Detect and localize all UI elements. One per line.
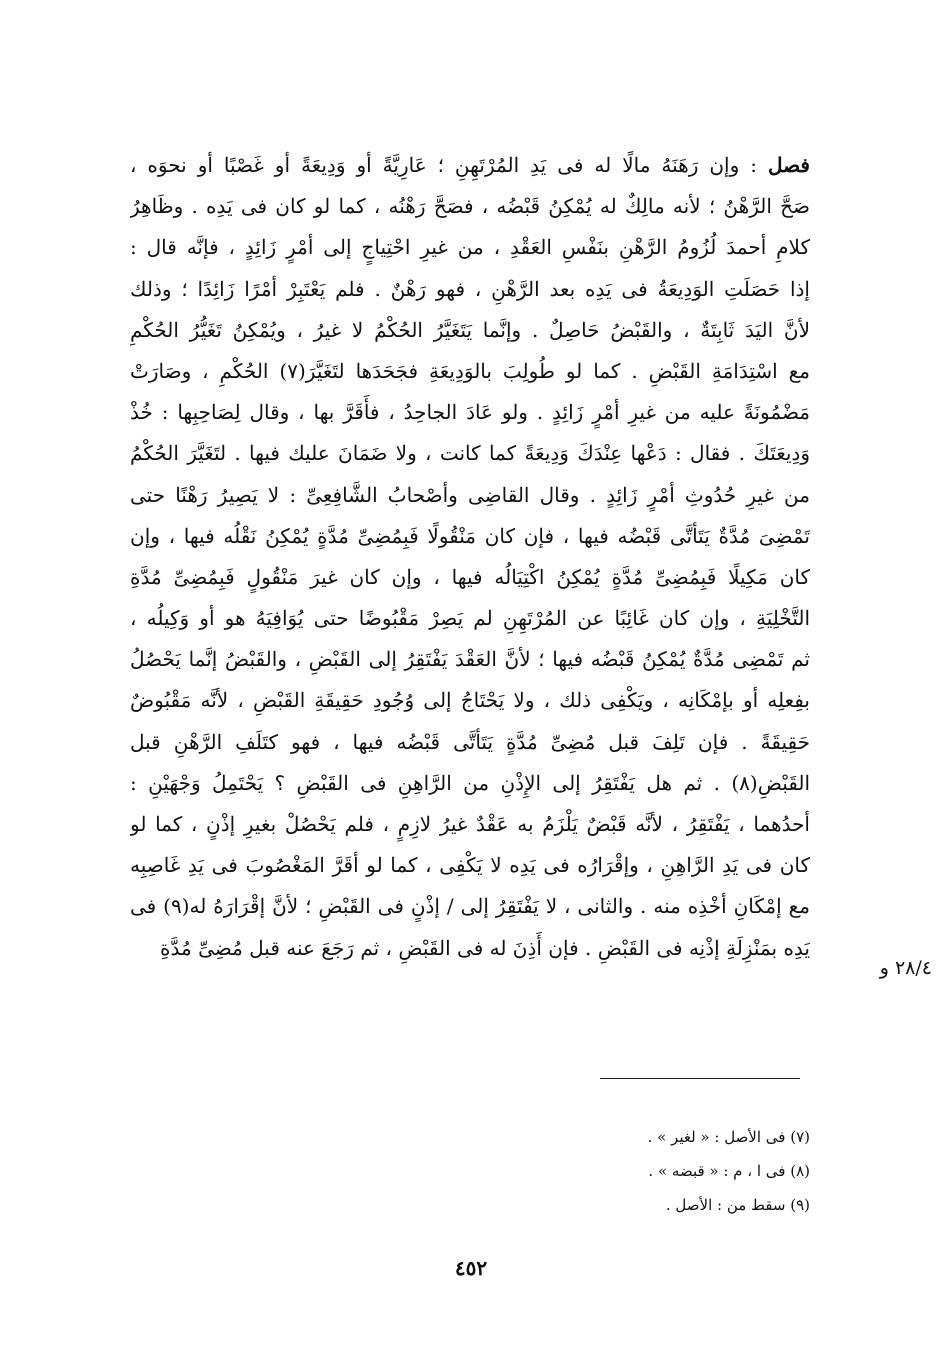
footnotes	[560, 1120, 810, 1222]
text-line: مَضْمُونَةً عليه من غيرِ أمْرٍ زَائِدٍ . ولو عَادَ الجاحِدُ ، فأَقَرَّ بها ، وقال لِصَاحِبِها : خُذْ	[130, 400, 810, 425]
text-line: كلامِ أحمدَ لُزُومُ الرَّهْنِ بنَفْسِ العَقْدِ ، من غيرِ احْتِياجٍ إلى أمْرٍ زَائِدٍ ، فإنَّه قال :	[130, 235, 810, 260]
section-heading: فصل	[767, 153, 810, 177]
text-line: لأنَّ اليَدَ ثَابِتَةٌ ، والقَبْضُ حَاصِلٌ . وإنَّما يَتَغَيَّرُ الحُكْمُ لا غيرُ ، ويُمْكِنُ تَغَيُّرُ الحُكْمِ	[130, 317, 810, 342]
text-line: يَدِه بمَنْزِلَةِ إذْنِه فى القَبْضِ . فإن أَذِنَ له فى القَبْضِ ، ثم رَجَعَ عنه قبل مُضِىِّ مُدَّةِ	[160, 935, 810, 960]
margin-folio-note: ٢٨/٤ و	[879, 957, 932, 979]
text-line: من غيرِ حُدُوثِ أمْرٍ زَائِدٍ . وقال القاضِى وأصْحابُ الشَّافِعِىِّ : لا يَصِيرُ رَهْنًا حتى	[130, 482, 810, 507]
body-text	[130, 145, 810, 969]
text-line: التَّخْلِيَةِ ، وإن كان غَائِبًا عن المُرْتَهِنِ لم يَصِرْ مَقْبُوضًا حتى يُوَافِيَهُ هو أو وَكِيلُه ،	[130, 606, 810, 631]
text-line: مع إمْكَانِ أخْذِه منه . والثانى ، لا يَفْتَقِرُ إلى / إذْنٍ فى القَبْضِ ؛ لأنَّ إقْرَارَهُ له(٩) فى	[130, 894, 810, 919]
text-line: كان فى يَدِ الرَّاهِنِ ، وإقْرَارُه فى يَدِه لا يَكْفِى ، كما لو أقَرَّ المَغْصُوبَ فى يَدِ غَاصِبِه	[130, 853, 810, 878]
text-line: القَبْضِ(٨) . ثم هل يَفْتَقِرُ إلى الإِذْنِ من الرَّاهِنِ فى القَبْضِ ؟ يَحْتَمِلُ وَجْهَيْنِ :	[130, 770, 810, 795]
footnote: (٨) فى ا ، م : « قبضه » .	[648, 1162, 810, 1180]
text-line: كان مَكِيلًا فَبِمُضِىِّ مُدَّةٍ يُمْكِنُ اكْتِيَالُه فيها ، وإن كان غيرَ مَنْقُولٍ فَبِمُضِىِّ مُدَّةِ	[130, 564, 810, 589]
text-line	[130, 145, 810, 186]
text-line: بفِعلِه أو بإمْكَانِه ، ويَكْفِى ذلك ، ولا يَحْتَاجُ إلى وُجُودِ حَقِيقَةِ القَبْضِ ، لأنَّه مَقْبُوضٌ	[130, 688, 810, 713]
text-line: وَدِيعَتَكَ . فقال : دَعْها عِنْدَكَ وَدِيعَةً كما كانت ، ولا ضَمَانَ عليك فيها . لتَغَيَّرَ الحُكْمُ	[130, 441, 810, 466]
footnote: (٧) فى الأصل : « لغير » .	[647, 1128, 810, 1146]
footnote-divider	[600, 1078, 800, 1079]
footnote: (٩) سقط من : الأصل .	[665, 1196, 810, 1214]
page-number: ٤٥٢	[454, 1256, 488, 1280]
text-line: حَقِيقَةً . فإن تَلِفَ قبل مُضِىِّ مُدَّةٍ يَتَأتَّى قَبْضُه فيها ، فهو كتَلَفِ الرَّهْنِ قبل	[130, 729, 810, 754]
text-line: تَمْضِىَ مُدَّةٌ يَتَأتَّى قَبْضُه فيها ، فإن كان مَنْقُولًا فَبِمُضِىِّ مُدَّةٍ يُمْكِنُ نَقْلُه فيها ، وإن	[130, 523, 810, 548]
text-line: إذا حَصَلَتِ الوَدِيعَةُ فى يَدِه بعد الرَّهْنِ ، فهو رَهْنٌ . فلم يَعْتَبِرْ أمْرًا زَائِدًا ؛ وذلك	[130, 276, 810, 301]
line-text: : وإن رَهَنَهُ مالًا له فى يَدِ المُرْتَهِنِ ؛ عَارِيَّةً أو وَدِيعَةً أو غَصْبًا أو نحوَه ،	[130, 153, 768, 177]
text-line: أحدُهما ، يَفْتَقِرُ ، لأنَّه قَبْضٌ يَلْزَمُ به عَقْدٌ غيرُ لازِمٍ ، فلم يَحْصُلْ بغيرِ إذْنٍ ، كما لو	[130, 812, 810, 836]
text-line: ثم تَمْضِى مُدَّةٌ يُمْكِنُ قَبْضُه فيها ؛ لأنَّ العَقْدَ يَفْتَقِرُ إلى القَبْضِ ، والقَبْضُ إنَّما يَحْصُلُ	[130, 647, 810, 672]
text-line: صَحَّ الرَّهْنُ ؛ لأنه مالِكٌ له يُمْكِنُ قَبْضُه ، فصَحَّ رَهْنُه ، كما لو كان فى يَدِه . وظَاهِرُ	[130, 194, 810, 219]
text-line: مع اسْتِدَامَةِ القَبْضِ . كما لو طُولِبَ بالوَدِيعَةِ فجَحَدَها لتَغَيَّرَ(٧) الحُكْمِ ، وصَارَتْ	[130, 358, 810, 383]
